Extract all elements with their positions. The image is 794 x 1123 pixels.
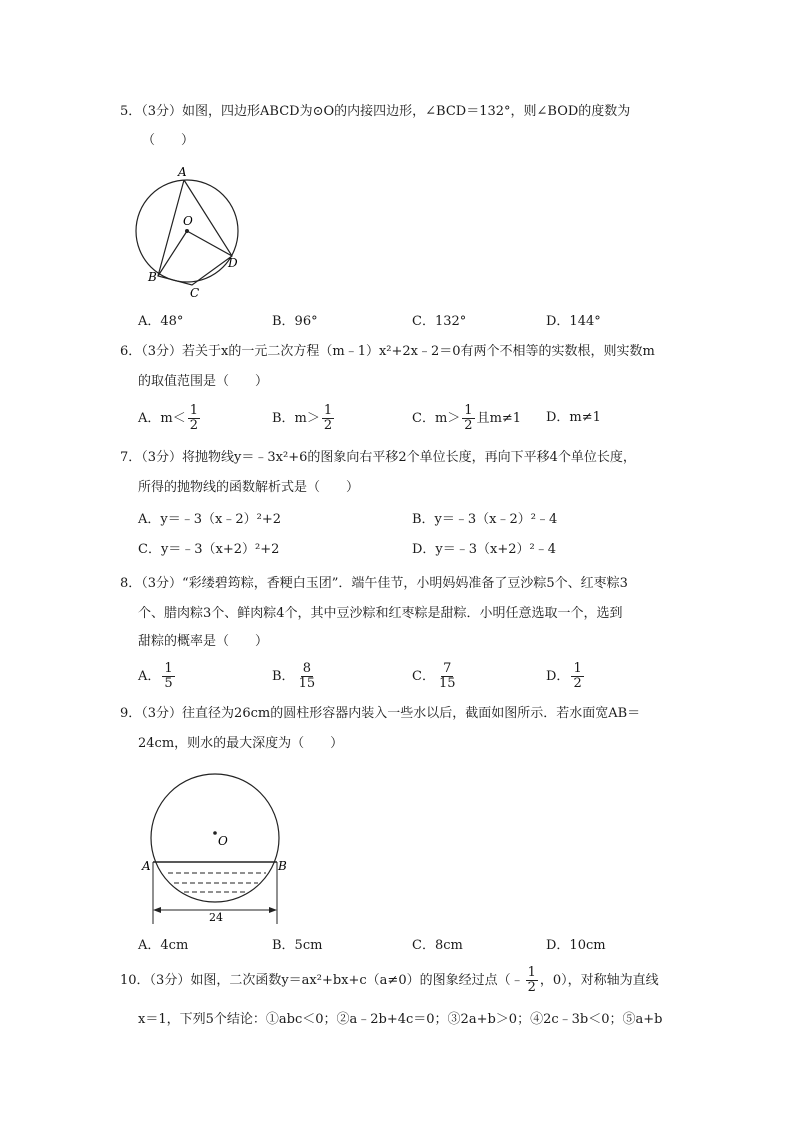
q8-option-d[interactable]: [546, 662, 586, 691]
q9-option-d[interactable]: D．10cm: [546, 938, 606, 953]
q10-fraction-den: 2: [527, 980, 536, 995]
q6-option-a-num: 1: [189, 403, 198, 418]
q8-option-c-den: 15: [438, 676, 456, 691]
q8-option-d-fraction: [571, 662, 583, 691]
q8-option-c-text: C．: [412, 669, 435, 684]
q9-option-b[interactable]: B．5cm: [272, 938, 323, 953]
q8-option-c-fraction: [437, 662, 458, 691]
q9-option-a[interactable]: A．4cm: [138, 938, 189, 953]
q8-option-a-den: 5: [164, 676, 173, 691]
q8-option-b[interactable]: [272, 662, 319, 691]
q9-center-dot: [213, 831, 217, 835]
q5-radius-ob: [158, 231, 187, 276]
q8-option-a[interactable]: [138, 662, 177, 691]
q8-option-a-text: A．: [138, 669, 161, 684]
q5-option-d[interactable]: D．144°: [546, 314, 601, 329]
q10-stem: [120, 966, 659, 995]
q6-option-c-den: 2: [464, 418, 473, 433]
q6-option-b-fraction: [322, 404, 334, 433]
q5-label-b: B: [148, 270, 157, 284]
q6-option-a-fraction: [188, 404, 200, 433]
q5-answer-paren: （ ）: [142, 133, 195, 148]
q8-option-b-fraction: [297, 662, 318, 691]
q10-fraction-num: 1: [527, 965, 536, 980]
q9-label-b: B: [278, 859, 287, 873]
q7-option-d[interactable]: D．y＝﹣3（x+2）²﹣4: [412, 542, 557, 557]
q10-stem-pre: 10．（3分）如图，二次函数y＝ax²+bx+c（a≠0）的图象经过点（﹣: [120, 973, 524, 988]
q8-option-c-num: 7: [443, 661, 452, 676]
q9-option-c[interactable]: C．8cm: [412, 938, 463, 953]
q8-stem-3: 甜粽的概率是（ ）: [138, 634, 269, 649]
q5-label-a: A: [178, 165, 187, 179]
q9-arrow-left: [153, 907, 161, 913]
q6-option-c-text: C．m＞: [412, 411, 461, 426]
q9-label-a: A: [142, 859, 151, 873]
q6-option-b-text: B．m＞: [272, 411, 320, 426]
q8-option-b-num: 8: [302, 661, 311, 676]
q9-arrow-right: [269, 907, 277, 913]
q8-stem: 8．（3分）“彩缕碧筠粽，香粳白玉团”．端午佳节，小明妈妈准备了豆沙粽5个、红枣粽3: [120, 576, 628, 591]
q6-option-a[interactable]: [138, 404, 202, 433]
q8-option-d-den: 2: [573, 676, 582, 691]
q6-option-c-fraction: [462, 404, 474, 433]
q8-option-b-den: 15: [298, 676, 316, 691]
q5-figure: [128, 160, 248, 300]
q6-stem: 6．（3分）若关于x的一元二次方程（m﹣1）x²+2x﹣2＝0有两个不相等的实数根，则实数m: [120, 344, 655, 359]
q8-option-d-text: D．: [546, 669, 570, 684]
q6-option-c-num: 1: [464, 403, 473, 418]
q8-option-d-num: 1: [573, 661, 582, 676]
q6-option-d[interactable]: D．m≠1: [546, 410, 601, 425]
q5-label-o: O: [183, 214, 193, 228]
q5-option-a[interactable]: A．48°: [138, 314, 184, 329]
q6-option-b-num: 1: [323, 403, 333, 418]
q10-stem-2: x＝1，下列5个结论：①abc＜0；②a﹣2b+4c＝0；③2a+b＞0；④2c﹣3b＜0；⑤a+b: [138, 1012, 663, 1027]
q7-stem-2: 所得的抛物线的函数解析式是（ ）: [138, 480, 360, 495]
q5-option-c[interactable]: C．132°: [412, 314, 467, 329]
q7-stem: 7．（3分）将抛物线y＝﹣3x²+6的图象向右平移2个单位长度，再向下平移4个单位长度，: [120, 450, 636, 465]
q8-stem-2: 个、腊肉粽3个、鲜肉粽4个，其中豆沙粽和红枣粽是甜粽．小明任意选取一个，选到: [138, 606, 623, 621]
q8-option-a-fraction: [162, 662, 174, 691]
q10-fraction: [526, 966, 538, 995]
q5-option-b[interactable]: B．96°: [272, 314, 318, 329]
q5-label-d: D: [228, 256, 238, 270]
q8-option-b-text: B．: [272, 669, 295, 684]
q6-option-c[interactable]: [412, 404, 521, 433]
q6-option-a-text: A．m＜: [138, 411, 186, 426]
q7-option-a[interactable]: A．y＝﹣3（x﹣2）²+2: [138, 512, 281, 527]
q5-radius-od: [187, 231, 232, 256]
q9-label-o: O: [218, 834, 228, 848]
q5-center-dot: [185, 229, 189, 233]
q9-figure: [138, 768, 298, 928]
q8-option-c[interactable]: [412, 662, 460, 691]
q6-option-a-den: 2: [189, 418, 198, 433]
q8-option-a-num: 1: [164, 661, 173, 676]
q7-option-b[interactable]: B．y＝﹣3（x﹣2）²﹣4: [412, 512, 558, 527]
q6-option-b-den: 2: [323, 418, 333, 433]
q9-stem-2: 24cm，则水的最大深度为（ ）: [138, 736, 344, 751]
q9-width-label: 24: [209, 911, 223, 924]
q7-option-c[interactable]: C．y＝﹣3（x+2）²+2: [138, 542, 280, 557]
q5-stem: 5．（3分）如图，四边形ABCD为⊙O的内接四边形，∠BCD＝132°，则∠BOD的度数为: [120, 104, 631, 119]
q6-option-b[interactable]: [272, 404, 336, 433]
q6-option-c-suffix: 且m≠1: [476, 411, 522, 426]
q9-stem: 9．（3分）往直径为26cm的圆柱形容器内装入一些水以后，截面如图所示．若水面宽AB＝: [120, 706, 641, 721]
q6-stem-2: 的取值范围是（ ）: [138, 374, 269, 389]
q10-stem-post: ，0），对称轴为直线: [539, 973, 659, 988]
q5-label-c: C: [190, 286, 200, 300]
